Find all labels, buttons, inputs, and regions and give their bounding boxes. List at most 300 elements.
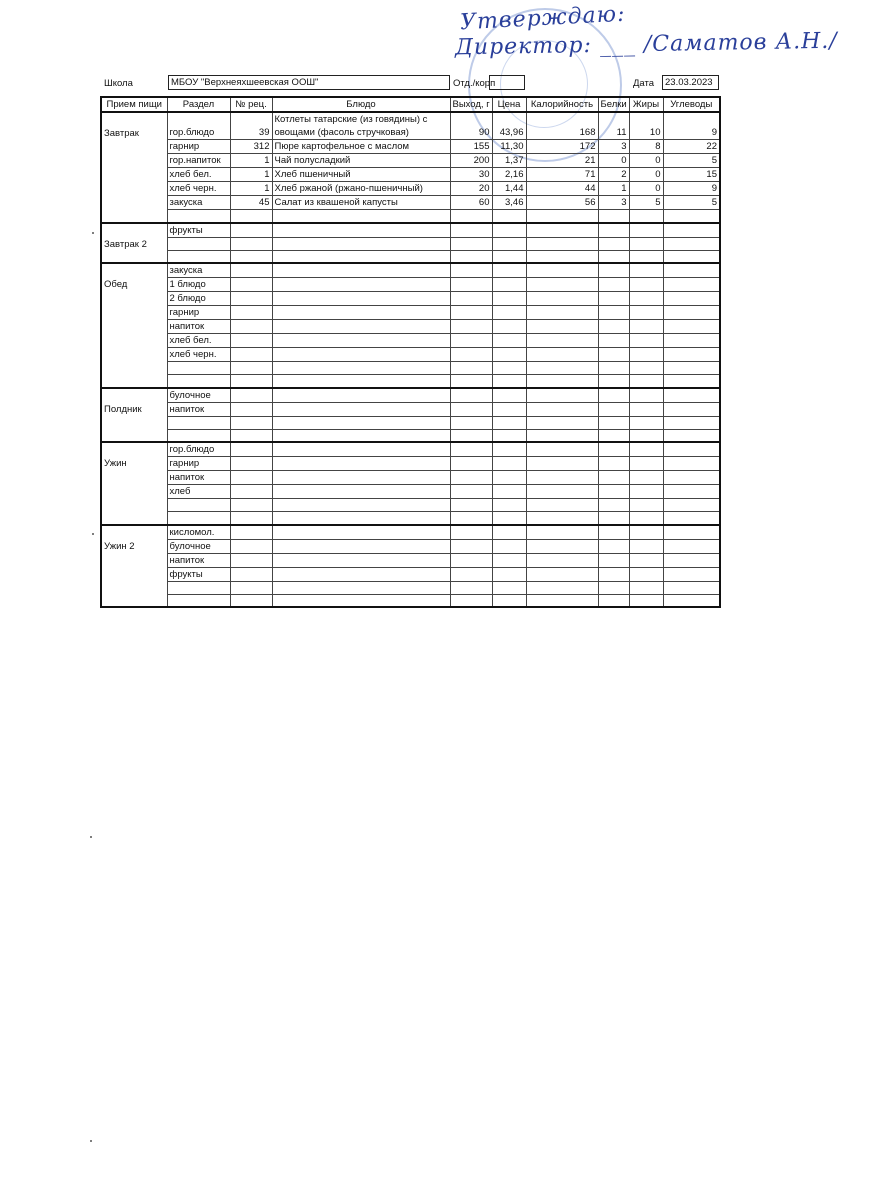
section-cell	[167, 429, 230, 442]
protein-cell	[598, 223, 629, 238]
recipe-cell	[230, 457, 272, 471]
section-cell: гор.блюдо	[167, 442, 230, 457]
fat-cell	[629, 567, 663, 581]
dish-cell	[272, 250, 450, 263]
section-cell: напиток	[167, 402, 230, 416]
carbs-cell	[663, 278, 720, 292]
recipe-cell	[230, 388, 272, 403]
table-header-row	[101, 97, 720, 112]
table-row	[101, 457, 720, 471]
kcal-cell	[526, 512, 598, 525]
carbs-cell	[663, 306, 720, 320]
kcal-cell	[526, 471, 598, 485]
recipe-cell	[230, 263, 272, 278]
carbs-cell	[663, 375, 720, 388]
protein-cell: 2	[598, 168, 629, 182]
col-header-carbs: Углеводы	[663, 97, 720, 112]
col-header-price: Цена	[492, 97, 526, 112]
dish-cell: Пюре картофельное с маслом	[272, 140, 450, 154]
fat-cell	[629, 292, 663, 306]
kcal-cell	[526, 429, 598, 442]
table-row	[101, 154, 720, 168]
col-header-kcal: Калорийность	[526, 97, 598, 112]
carbs-cell	[663, 292, 720, 306]
protein-cell: 3	[598, 140, 629, 154]
price-cell	[492, 485, 526, 499]
fat-cell	[629, 250, 663, 263]
price-cell	[492, 512, 526, 525]
carbs-cell	[663, 499, 720, 512]
kcal-cell	[526, 306, 598, 320]
table-row	[101, 140, 720, 154]
yield-cell	[450, 210, 492, 223]
approval-line: Утверждаю:	[459, 1, 627, 36]
carbs-cell	[663, 594, 720, 607]
dish-cell	[272, 567, 450, 581]
recipe-cell: 39	[230, 112, 272, 140]
kcal-cell	[526, 223, 598, 238]
price-cell	[492, 442, 526, 457]
carbs-cell	[663, 485, 720, 499]
meal-name: Завтрак	[101, 112, 167, 223]
scan-speck	[90, 836, 92, 838]
recipe-cell	[230, 334, 272, 348]
protein-cell	[598, 292, 629, 306]
kcal-cell	[526, 362, 598, 375]
table-row	[101, 388, 720, 403]
fat-cell: 0	[629, 154, 663, 168]
recipe-cell	[230, 250, 272, 263]
fat-cell	[629, 442, 663, 457]
fat-cell	[629, 471, 663, 485]
kcal-cell	[526, 499, 598, 512]
protein-cell	[598, 553, 629, 567]
recipe-cell	[230, 210, 272, 223]
yield-cell	[450, 348, 492, 362]
price-cell	[492, 525, 526, 540]
table-row	[101, 250, 720, 263]
fat-cell	[629, 499, 663, 512]
kcal-cell: 168	[526, 112, 598, 140]
carbs-cell	[663, 334, 720, 348]
dept-label: Отд./корп	[453, 78, 496, 89]
recipe-cell	[230, 362, 272, 375]
section-cell	[167, 512, 230, 525]
table-row	[101, 525, 720, 540]
dish-cell	[272, 499, 450, 512]
price-cell	[492, 499, 526, 512]
price-cell: 11,30	[492, 140, 526, 154]
protein-cell: 1	[598, 182, 629, 196]
yield-cell: 90	[450, 112, 492, 140]
fat-cell	[629, 306, 663, 320]
recipe-cell	[230, 525, 272, 540]
section-cell: гарнир	[167, 140, 230, 154]
fat-cell	[629, 237, 663, 250]
fat-cell: 8	[629, 140, 663, 154]
scan-speck	[92, 232, 94, 234]
price-cell	[492, 429, 526, 442]
carbs-cell	[663, 581, 720, 594]
dish-cell	[272, 278, 450, 292]
kcal-cell	[526, 278, 598, 292]
carbs-cell: 5	[663, 196, 720, 210]
scan-speck	[90, 1140, 92, 1142]
section-cell: фрукты	[167, 223, 230, 238]
dish-cell	[272, 223, 450, 238]
col-header-protein: Белки	[598, 97, 629, 112]
table-row	[101, 416, 720, 429]
kcal-cell	[526, 594, 598, 607]
price-cell: 1,37	[492, 154, 526, 168]
carbs-cell	[663, 457, 720, 471]
protein-cell	[598, 210, 629, 223]
kcal-cell: 71	[526, 168, 598, 182]
protein-cell	[598, 388, 629, 403]
table-row	[101, 553, 720, 567]
dish-cell	[272, 292, 450, 306]
kcal-cell: 56	[526, 196, 598, 210]
section-cell	[167, 210, 230, 223]
kcal-cell	[526, 442, 598, 457]
dish-cell	[272, 553, 450, 567]
price-cell	[492, 237, 526, 250]
yield-cell	[450, 485, 492, 499]
yield-cell: 20	[450, 182, 492, 196]
protein-cell	[598, 362, 629, 375]
protein-cell	[598, 457, 629, 471]
fat-cell	[629, 539, 663, 553]
price-cell	[492, 292, 526, 306]
yield-cell	[450, 457, 492, 471]
carbs-cell	[663, 237, 720, 250]
protein-cell: 0	[598, 154, 629, 168]
section-cell: напиток	[167, 320, 230, 334]
yield-cell	[450, 581, 492, 594]
carbs-cell	[663, 471, 720, 485]
fat-cell	[629, 278, 663, 292]
col-header-dish: Блюдо	[272, 97, 450, 112]
yield-cell	[450, 512, 492, 525]
recipe-cell	[230, 320, 272, 334]
yield-cell: 30	[450, 168, 492, 182]
table-row	[101, 210, 720, 223]
section-cell: закуска	[167, 196, 230, 210]
carbs-cell: 22	[663, 140, 720, 154]
kcal-cell	[526, 457, 598, 471]
fat-cell	[629, 402, 663, 416]
kcal-cell	[526, 567, 598, 581]
protein-cell	[598, 416, 629, 429]
yield-cell	[450, 553, 492, 567]
price-cell	[492, 348, 526, 362]
price-cell: 3,46	[492, 196, 526, 210]
yield-cell	[450, 567, 492, 581]
carbs-cell	[663, 442, 720, 457]
date-field[interactable]: 23.03.2023	[662, 75, 719, 90]
section-cell	[167, 416, 230, 429]
carbs-cell: 9	[663, 182, 720, 196]
table-row	[101, 567, 720, 581]
recipe-cell	[230, 539, 272, 553]
recipe-cell	[230, 292, 272, 306]
price-cell	[492, 553, 526, 567]
fat-cell: 5	[629, 196, 663, 210]
table-row	[101, 348, 720, 362]
price-cell: 43,96	[492, 112, 526, 140]
protein-cell	[598, 250, 629, 263]
dish-cell	[272, 375, 450, 388]
carbs-cell: 5	[663, 154, 720, 168]
dish-cell: Хлеб пшеничный	[272, 168, 450, 182]
recipe-cell	[230, 499, 272, 512]
yield-cell	[450, 416, 492, 429]
dish-cell	[272, 429, 450, 442]
protein-cell	[598, 237, 629, 250]
price-cell: 2,16	[492, 168, 526, 182]
dish-cell	[272, 539, 450, 553]
table-row	[101, 512, 720, 525]
kcal-cell	[526, 553, 598, 567]
price-cell	[492, 581, 526, 594]
kcal-cell	[526, 250, 598, 263]
table-row	[101, 223, 720, 238]
yield-cell	[450, 223, 492, 238]
dish-cell	[272, 442, 450, 457]
protein-cell	[598, 499, 629, 512]
section-cell	[167, 499, 230, 512]
price-cell	[492, 223, 526, 238]
protein-cell	[598, 525, 629, 540]
school-field[interactable]: МБОУ "Верхнеяхшеевская ООШ"	[168, 75, 450, 90]
section-cell: 2 блюдо	[167, 292, 230, 306]
section-cell	[167, 581, 230, 594]
dish-cell	[272, 402, 450, 416]
dish-cell	[272, 334, 450, 348]
dish-cell: Салат из квашеной капусты	[272, 196, 450, 210]
fat-cell	[629, 416, 663, 429]
table-row	[101, 306, 720, 320]
protein-cell	[598, 594, 629, 607]
fat-cell	[629, 594, 663, 607]
kcal-cell	[526, 375, 598, 388]
recipe-cell: 1	[230, 182, 272, 196]
dish-cell	[272, 263, 450, 278]
table-row	[101, 485, 720, 499]
section-cell: хлеб черн.	[167, 348, 230, 362]
col-header-yield: Выход, г	[450, 97, 492, 112]
section-cell: гарнир	[167, 457, 230, 471]
fat-cell: 0	[629, 182, 663, 196]
section-cell	[167, 594, 230, 607]
section-cell: хлеб черн.	[167, 182, 230, 196]
carbs-cell	[663, 539, 720, 553]
recipe-cell: 1	[230, 168, 272, 182]
yield-cell	[450, 471, 492, 485]
recipe-cell	[230, 306, 272, 320]
table-row	[101, 278, 720, 292]
kcal-cell	[526, 334, 598, 348]
section-cell: 1 блюдо	[167, 278, 230, 292]
recipe-cell	[230, 471, 272, 485]
yield-cell	[450, 278, 492, 292]
table-row	[101, 334, 720, 348]
yield-cell	[450, 499, 492, 512]
table-row	[101, 112, 720, 140]
section-cell: гор.напиток	[167, 154, 230, 168]
price-cell	[492, 250, 526, 263]
meal-name: Завтрак 2	[101, 223, 167, 264]
carbs-cell	[663, 553, 720, 567]
yield-cell	[450, 292, 492, 306]
carbs-cell	[663, 416, 720, 429]
table-row	[101, 471, 720, 485]
protein-cell	[598, 278, 629, 292]
yield-cell	[450, 442, 492, 457]
protein-cell	[598, 334, 629, 348]
price-cell	[492, 320, 526, 334]
fat-cell	[629, 223, 663, 238]
fat-cell	[629, 375, 663, 388]
section-cell: хлеб бел.	[167, 334, 230, 348]
yield-cell	[450, 525, 492, 540]
date-label: Дата	[633, 78, 655, 89]
section-cell	[167, 237, 230, 250]
recipe-cell	[230, 348, 272, 362]
carbs-cell	[663, 362, 720, 375]
fat-cell	[629, 210, 663, 223]
section-cell: гор.блюдо	[167, 112, 230, 140]
protein-cell: 3	[598, 196, 629, 210]
protein-cell	[598, 471, 629, 485]
protein-cell	[598, 263, 629, 278]
protein-cell	[598, 442, 629, 457]
section-cell: хлеб	[167, 485, 230, 499]
yield-cell: 200	[450, 154, 492, 168]
yield-cell	[450, 320, 492, 334]
dept-field[interactable]	[489, 75, 525, 90]
recipe-cell	[230, 567, 272, 581]
table-row	[101, 196, 720, 210]
price-cell	[492, 375, 526, 388]
recipe-cell	[230, 594, 272, 607]
dish-cell	[272, 237, 450, 250]
price-cell	[492, 388, 526, 403]
section-cell: кисломол.	[167, 525, 230, 540]
table-row	[101, 292, 720, 306]
fat-cell: 0	[629, 168, 663, 182]
yield-cell	[450, 250, 492, 263]
dish-cell	[272, 485, 450, 499]
protein-cell	[598, 567, 629, 581]
kcal-cell	[526, 320, 598, 334]
recipe-cell	[230, 512, 272, 525]
fat-cell	[629, 320, 663, 334]
recipe-cell: 45	[230, 196, 272, 210]
section-cell: гарнир	[167, 306, 230, 320]
recipe-cell: 312	[230, 140, 272, 154]
dish-cell	[272, 320, 450, 334]
carbs-cell	[663, 402, 720, 416]
protein-cell	[598, 539, 629, 553]
price-cell	[492, 362, 526, 375]
kcal-cell	[526, 292, 598, 306]
recipe-cell	[230, 442, 272, 457]
price-cell	[492, 263, 526, 278]
protein-cell	[598, 320, 629, 334]
kcal-cell	[526, 485, 598, 499]
price-cell	[492, 594, 526, 607]
col-header-recipe: № рец.	[230, 97, 272, 112]
yield-cell	[450, 375, 492, 388]
dish-cell	[272, 416, 450, 429]
section-cell: булочное	[167, 539, 230, 553]
dish-cell	[272, 306, 450, 320]
table-row	[101, 182, 720, 196]
fat-cell	[629, 581, 663, 594]
table-row	[101, 581, 720, 594]
protein-cell	[598, 581, 629, 594]
price-cell	[492, 457, 526, 471]
approval-director-line: Директор: ___ /Саматов А.Н./	[454, 28, 838, 61]
meal-name: Полдник	[101, 388, 167, 443]
carbs-cell	[663, 250, 720, 263]
kcal-cell	[526, 402, 598, 416]
kcal-cell: 44	[526, 182, 598, 196]
school-label: Школа	[104, 78, 133, 89]
recipe-cell	[230, 485, 272, 499]
dish-cell: Котлеты татарские (из говядины) с овощами (фасоль стручковая)	[272, 112, 450, 140]
kcal-cell	[526, 539, 598, 553]
yield-cell	[450, 334, 492, 348]
protein-cell	[598, 429, 629, 442]
carbs-cell	[663, 223, 720, 238]
dish-cell	[272, 362, 450, 375]
recipe-cell	[230, 375, 272, 388]
menu-table	[100, 96, 721, 608]
protein-cell	[598, 512, 629, 525]
yield-cell: 60	[450, 196, 492, 210]
kcal-cell: 21	[526, 154, 598, 168]
section-cell: хлеб бел.	[167, 168, 230, 182]
col-header-meal: Прием пищи	[101, 97, 167, 112]
kcal-cell	[526, 388, 598, 403]
table-row	[101, 402, 720, 416]
carbs-cell: 15	[663, 168, 720, 182]
fat-cell	[629, 457, 663, 471]
kcal-cell	[526, 348, 598, 362]
recipe-cell	[230, 553, 272, 567]
dish-cell: Хлеб ржаной (ржано-пшеничный)	[272, 182, 450, 196]
recipe-cell	[230, 416, 272, 429]
table-row	[101, 168, 720, 182]
price-cell	[492, 416, 526, 429]
recipe-cell	[230, 278, 272, 292]
yield-cell	[450, 388, 492, 403]
table-row	[101, 429, 720, 442]
dish-cell	[272, 512, 450, 525]
price-cell	[492, 471, 526, 485]
meal-name: Ужин	[101, 442, 167, 525]
table-row	[101, 362, 720, 375]
meal-name: Обед	[101, 263, 167, 388]
section-cell: булочное	[167, 388, 230, 403]
kcal-cell	[526, 263, 598, 278]
price-cell	[492, 539, 526, 553]
fat-cell	[629, 512, 663, 525]
carbs-cell	[663, 512, 720, 525]
recipe-cell	[230, 429, 272, 442]
